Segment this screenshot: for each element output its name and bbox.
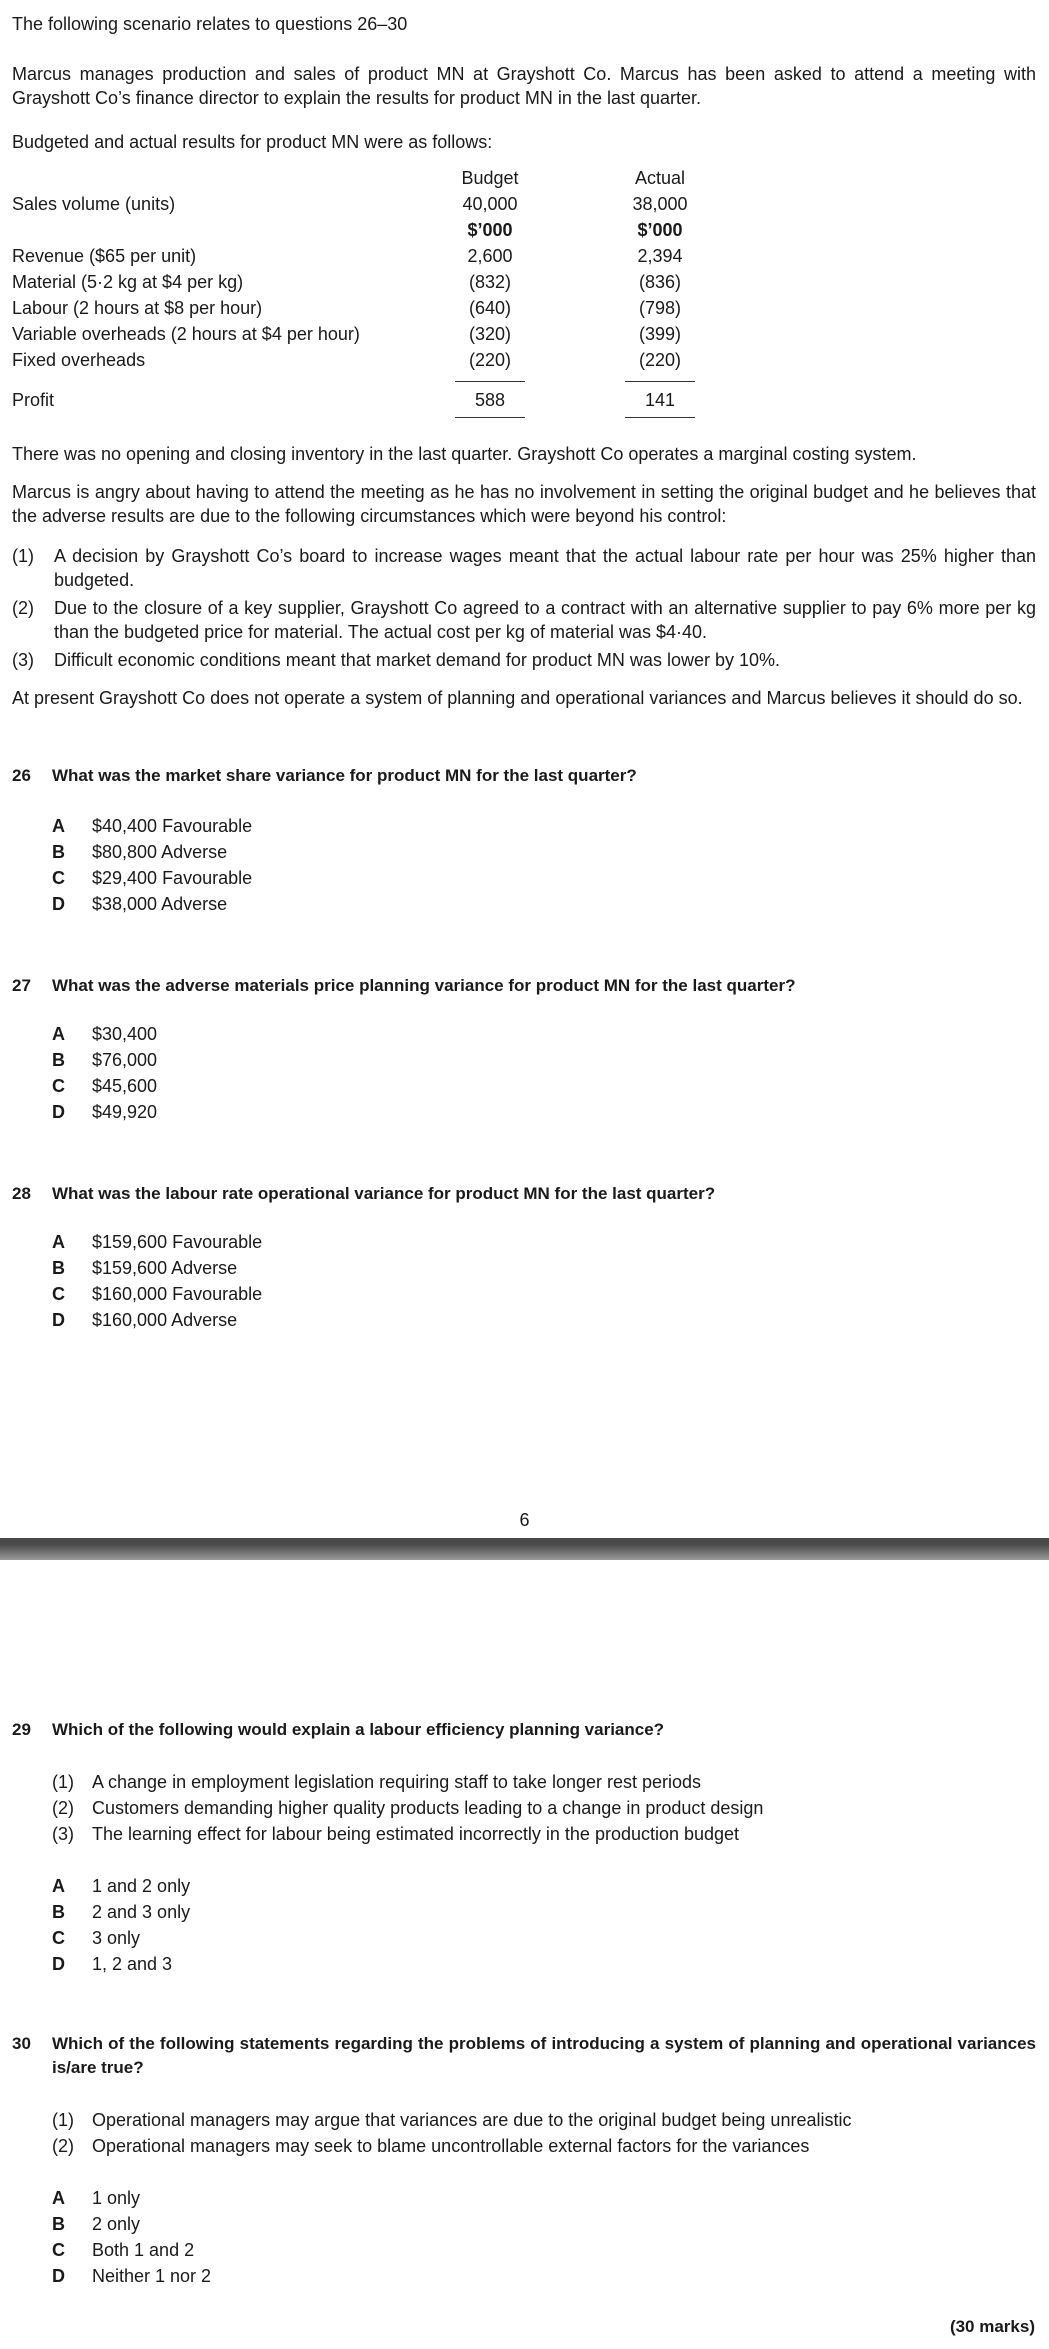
- question-text: Which of the following would explain a labour efficiency planning variance?: [52, 1720, 665, 1739]
- page-number: 6: [519, 1510, 530, 1530]
- answer-option[interactable]: [52, 2266, 211, 2287]
- option-text: 1 and 2 only: [92, 1876, 191, 1896]
- answer-option[interactable]: [52, 894, 227, 915]
- option-text: 2 and 3 only: [92, 1902, 191, 1922]
- circumstance-item: [12, 596, 1036, 644]
- option-letter: C: [52, 2240, 65, 2260]
- col-header-actual: Actual: [634, 168, 686, 188]
- rule-actual-top: [625, 381, 695, 382]
- option-letter: A: [52, 1024, 65, 1044]
- rule-actual-bottom: [625, 417, 695, 418]
- option-text: $80,800 Adverse: [92, 842, 228, 862]
- cell-budget: (832): [468, 272, 512, 292]
- cell-budget: 2,600: [467, 246, 513, 266]
- option-text: $159,600 Favourable: [92, 1232, 263, 1252]
- option-letter: C: [52, 1928, 65, 1948]
- statement-text: A change in employment legislation requiring staff to take longer rest periods: [92, 1772, 702, 1792]
- option-letter: A: [52, 2188, 65, 2208]
- question-text: What was the adverse materials price planning variance for product MN for the last quarter?: [52, 976, 796, 995]
- circumstance-item: [12, 648, 1036, 672]
- option-letter: A: [52, 816, 65, 836]
- circumstance-text: Due to the closure of a key supplier, Grayshott Co agreed to a contract with an alternative supplier to pay 6% more per kg than the budgeted price for material. The actual cost per kg of material was $4·40.: [54, 598, 1036, 642]
- option-letter: B: [52, 1050, 65, 1070]
- question-text: What was the labour rate operational variance for product MN for the last quarter?: [52, 1184, 716, 1203]
- circumstance-number: (1): [12, 546, 34, 566]
- question-text: Which of the following statements regarding the problems of introducing a system of planning and operational variances is/are true?: [52, 2034, 1036, 2077]
- row-label: Fixed overheads: [12, 350, 146, 370]
- option-text: 2 only: [92, 2214, 141, 2234]
- statement-number: (2): [52, 1798, 74, 1818]
- cell-budget: (640): [468, 298, 512, 318]
- option-text: $40,400 Favourable: [92, 816, 253, 836]
- row-label-profit: Profit: [12, 390, 55, 410]
- statement-number: (1): [52, 1772, 74, 1792]
- question-27: [12, 974, 1036, 998]
- circumstance-item: [12, 544, 1036, 592]
- option-letter: D: [52, 2266, 65, 2286]
- question-text: What was the market share variance for product MN for the last quarter?: [52, 766, 637, 785]
- option-letter: B: [52, 1258, 65, 1278]
- circumstance-text: A decision by Grayshott Co’s board to increase wages meant that the actual labour rate per hour was 25% higher than budgeted.: [54, 546, 1036, 590]
- statement-item: [52, 1824, 739, 1845]
- option-letter: A: [52, 1232, 65, 1252]
- statement-number: (3): [52, 1824, 74, 1844]
- cell-actual-profit: 141: [644, 390, 676, 410]
- answer-option[interactable]: [52, 1102, 157, 1123]
- option-text: $45,600: [92, 1076, 158, 1096]
- question-30: [12, 2032, 1036, 2080]
- option-text: 1, 2 and 3: [92, 1954, 173, 1974]
- answer-option[interactable]: [52, 1954, 172, 1975]
- row-label: Material (5·2 kg at $4 per kg): [12, 272, 244, 292]
- cell-actual: (798): [638, 298, 682, 318]
- statement-number: (1): [52, 2110, 74, 2130]
- option-letter: D: [52, 894, 65, 914]
- question-29: [12, 1718, 1036, 1742]
- statement-item: [52, 2136, 809, 2157]
- option-letter: B: [52, 1902, 65, 1922]
- option-letter: D: [52, 1954, 65, 1974]
- option-letter: D: [52, 1102, 65, 1122]
- row-label: Sales volume (units): [12, 194, 176, 214]
- option-text: 1 only: [92, 2188, 141, 2208]
- question-number: 26: [12, 766, 31, 785]
- angry-paragraph: Marcus is angry about having to attend the meeting as he has no involvement in setting the original budget and he believes that the adverse results are due to the following circumstances which were beyond his control:: [12, 482, 1036, 526]
- inventory-paragraph: There was no opening and closing inventory in the last quarter. Grayshott Co operates a marginal costing system.: [12, 444, 917, 464]
- option-letter: B: [52, 842, 65, 862]
- cell-actual: 38,000: [632, 194, 688, 214]
- answer-option[interactable]: [52, 1024, 157, 1045]
- row-label: Labour (2 hours at $8 per hour): [12, 298, 263, 318]
- answer-option[interactable]: [52, 1902, 190, 1923]
- option-letter: B: [52, 2214, 65, 2234]
- circumstance-text: Difficult economic conditions meant that market demand for product MN was lower by 10%.: [54, 650, 780, 670]
- rule-budget-bottom: [455, 417, 525, 418]
- question-number: 30: [12, 2034, 31, 2053]
- cell-actual-unit: $’000: [637, 220, 683, 240]
- intro-paragraph: Marcus manages production and sales of product MN at Grayshott Co. Marcus has been asked to attend a meeting with Grayshott Co’s finance director to explain the results for product MN in the last quarter.: [12, 64, 1036, 108]
- answer-option[interactable]: [52, 2240, 194, 2261]
- answer-option[interactable]: [52, 1876, 190, 1897]
- statement-text: Operational managers may argue that variances are due to the original budget being unrealistic: [92, 2110, 852, 2130]
- statement-text: The learning effect for labour being estimated incorrectly in the production budget: [92, 1824, 740, 1844]
- question-28: [12, 1182, 1036, 1206]
- answer-option[interactable]: [52, 1928, 140, 1949]
- cell-budget: (320): [468, 324, 512, 344]
- question-number: 29: [12, 1720, 31, 1739]
- answer-option[interactable]: [52, 816, 252, 837]
- cell-budget-profit: 588: [474, 390, 506, 410]
- answer-option[interactable]: [52, 2214, 140, 2235]
- option-text: $49,920: [92, 1102, 158, 1122]
- answer-option[interactable]: [52, 2188, 140, 2209]
- question-number: 28: [12, 1184, 31, 1203]
- col-header-budget: Budget: [461, 168, 519, 188]
- row-label: Variable overheads (2 hours at $4 per hour): [12, 324, 360, 344]
- statement-item: [52, 1772, 701, 1793]
- answer-option[interactable]: [52, 1076, 157, 1097]
- page-separator: [0, 1538, 1049, 1560]
- cell-actual: (836): [638, 272, 682, 292]
- option-text: $76,000: [92, 1050, 158, 1070]
- option-letter: C: [52, 1284, 65, 1304]
- answer-option[interactable]: [52, 1310, 237, 1331]
- question-26: [12, 764, 1036, 788]
- cell-actual: 2,394: [637, 246, 683, 266]
- present-paragraph: At present Grayshott Co does not operate a system of planning and operational variances and Marcus believes it should do so.: [12, 688, 1023, 708]
- question-number: 27: [12, 976, 31, 995]
- option-text: Both 1 and 2: [92, 2240, 195, 2260]
- cell-budget: 40,000: [462, 194, 518, 214]
- option-text: $29,400 Favourable: [92, 868, 253, 888]
- option-text: $159,600 Adverse: [92, 1258, 238, 1278]
- option-letter: C: [52, 1076, 65, 1096]
- statement-number: (2): [52, 2136, 74, 2156]
- circumstance-number: (2): [12, 598, 34, 618]
- scenario-heading: The following scenario relates to questions 26–30: [12, 14, 408, 34]
- row-label: Revenue ($65 per unit): [12, 246, 197, 266]
- option-text: $160,000 Adverse: [92, 1310, 238, 1330]
- answer-option[interactable]: [52, 1258, 237, 1279]
- statement-text: Operational managers may seek to blame uncontrollable external factors for the variances: [92, 2136, 810, 2156]
- cell-budget: (220): [468, 350, 512, 370]
- answer-option[interactable]: [52, 1284, 262, 1305]
- option-text: $30,400: [92, 1024, 158, 1044]
- statement-item: [52, 2110, 851, 2131]
- option-letter: C: [52, 868, 65, 888]
- option-letter: D: [52, 1310, 65, 1330]
- rule-budget-top: [455, 381, 525, 382]
- statement-item: [52, 1798, 763, 1819]
- answer-option[interactable]: [52, 842, 227, 863]
- cell-actual: (220): [638, 350, 682, 370]
- circumstance-number: (3): [12, 650, 34, 670]
- cell-actual: (399): [638, 324, 682, 344]
- option-text: 3 only: [92, 1928, 141, 1948]
- cell-budget-unit: $’000: [467, 220, 513, 240]
- option-letter: A: [52, 1876, 65, 1896]
- table-intro: Budgeted and actual results for product MN were as follows:: [12, 132, 493, 152]
- statement-text: Customers demanding higher quality products leading to a change in product design: [92, 1798, 764, 1818]
- answer-option[interactable]: [52, 1232, 262, 1253]
- answer-option[interactable]: [52, 868, 252, 889]
- total-marks: (30 marks): [949, 2317, 1035, 2336]
- answer-option[interactable]: [52, 1050, 157, 1071]
- exam-page-2: [0, 1560, 1049, 2349]
- option-text: Neither 1 nor 2: [92, 2266, 212, 2286]
- option-text: $38,000 Adverse: [92, 894, 228, 914]
- option-text: $160,000 Favourable: [92, 1284, 263, 1304]
